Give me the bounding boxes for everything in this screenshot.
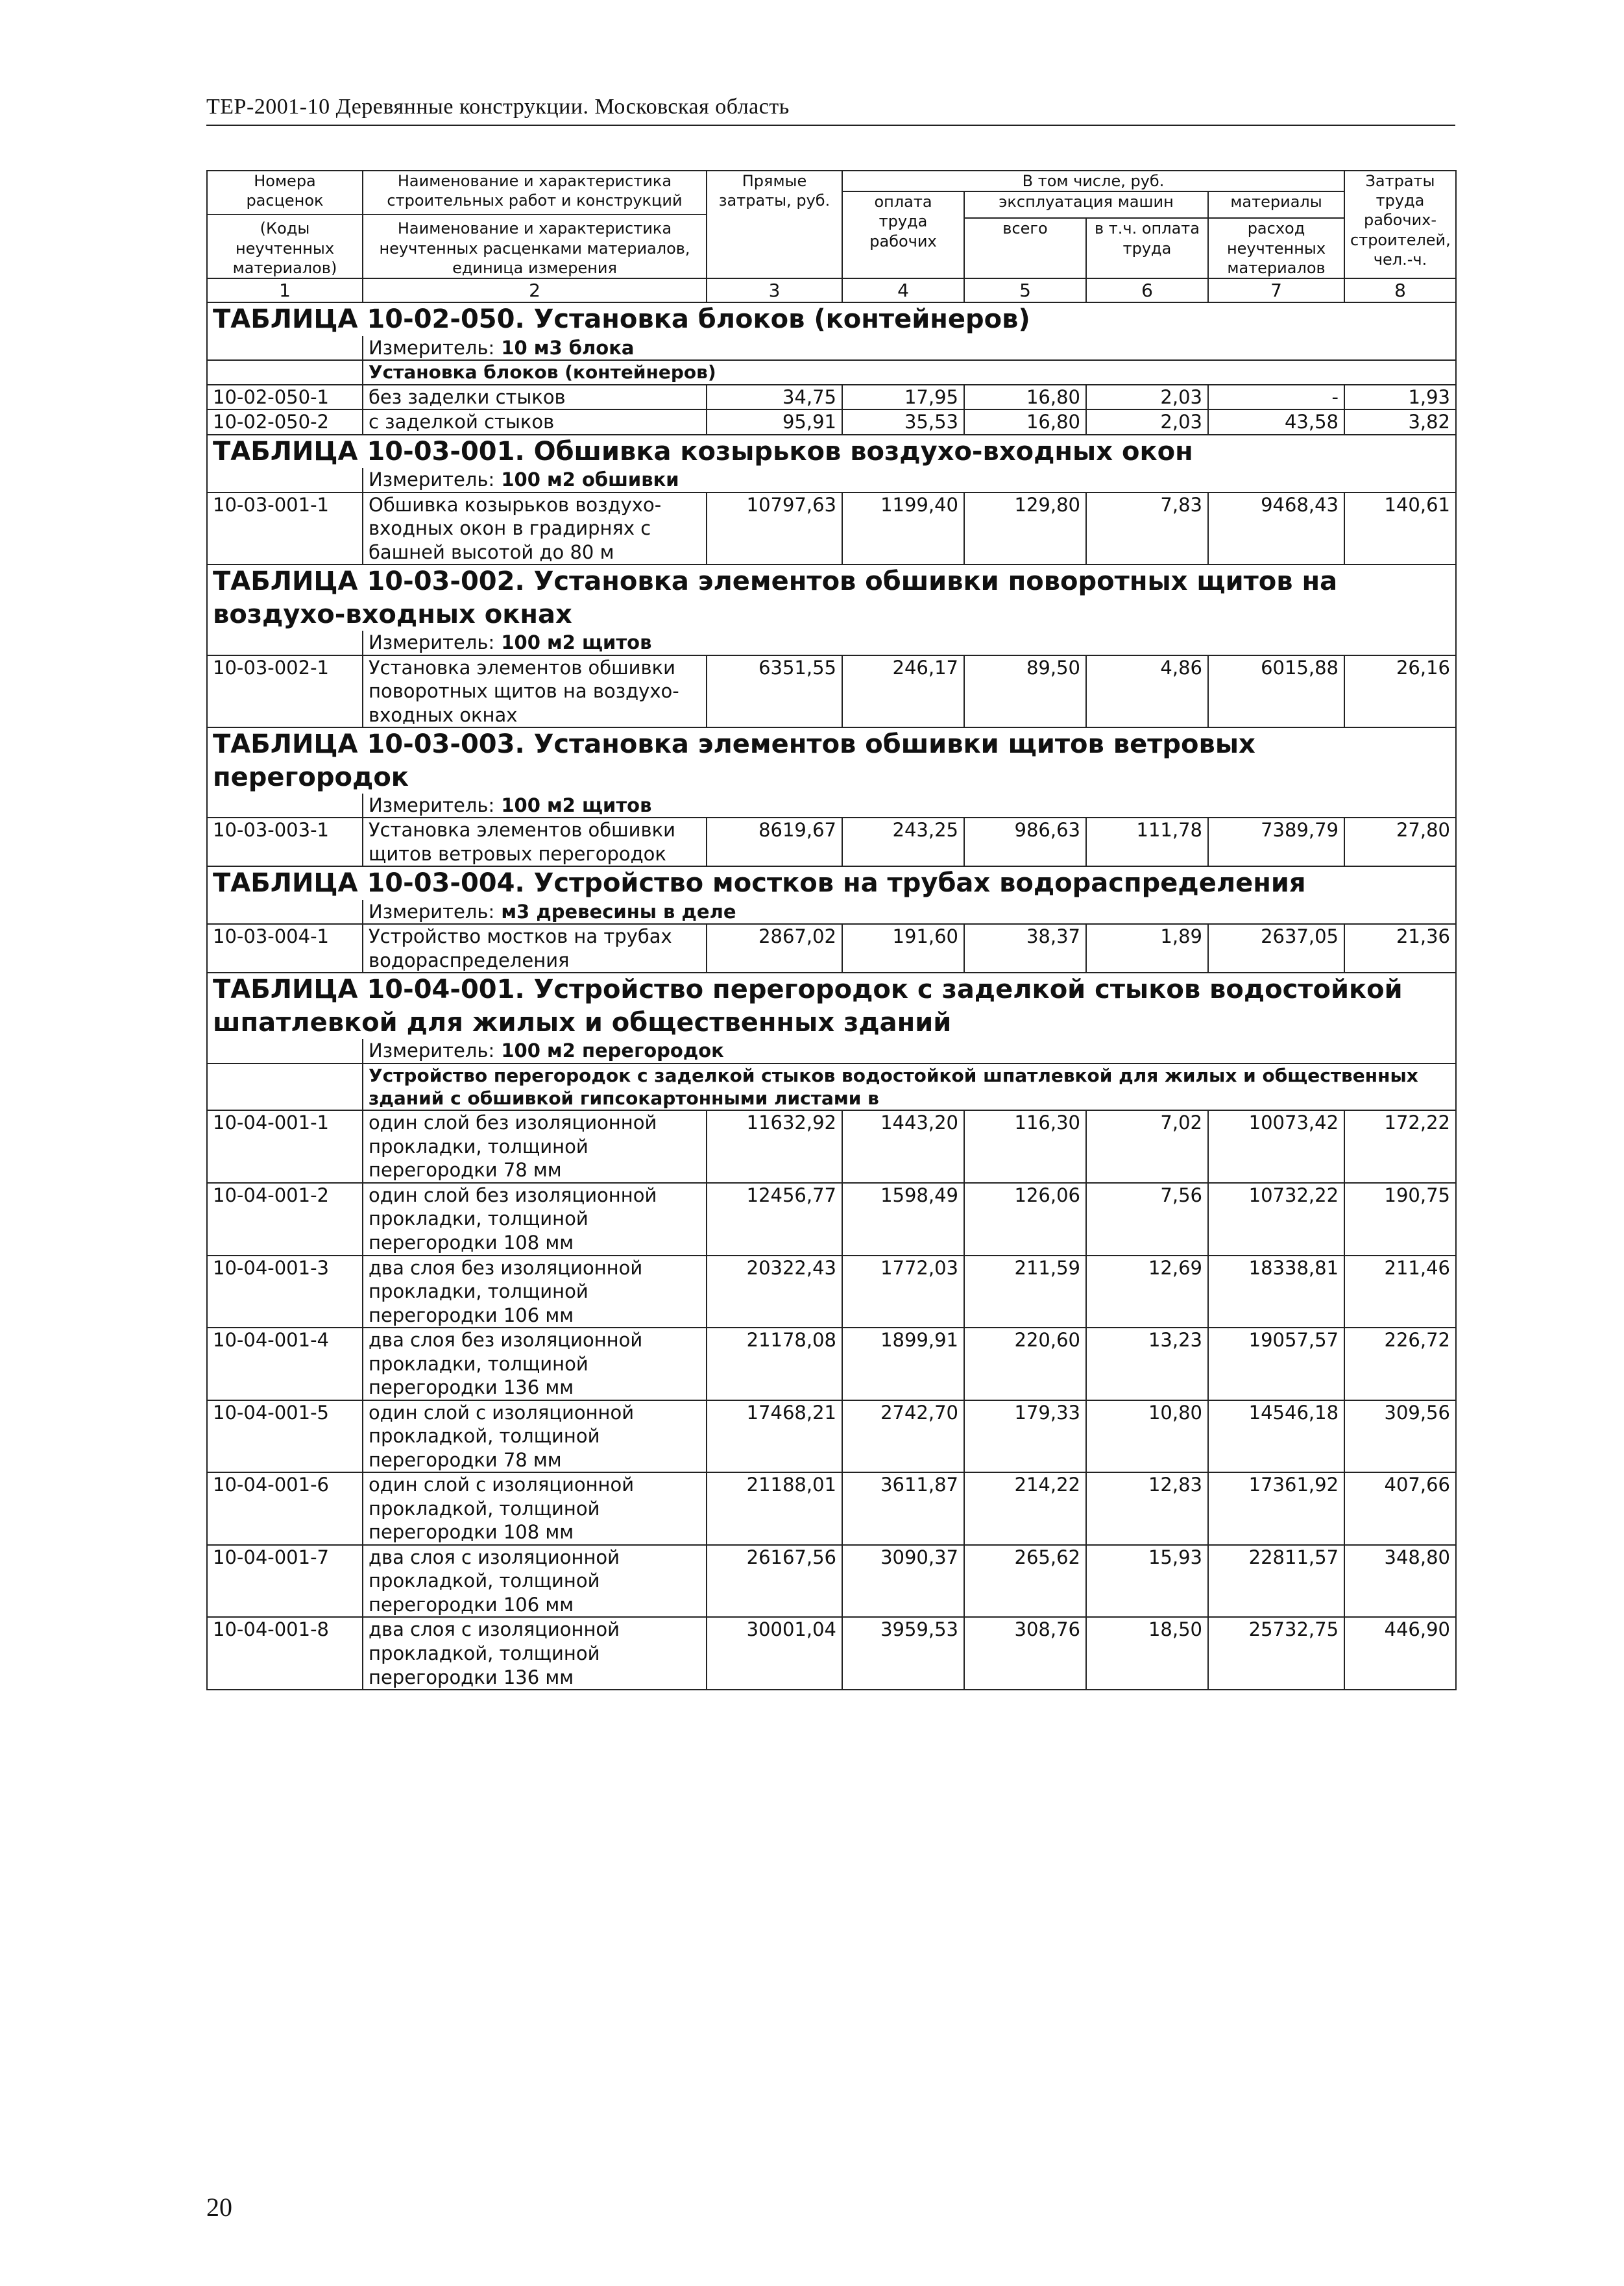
direct-costs: 11632,92 [707, 1110, 842, 1183]
unit-label: Измеритель: [369, 468, 495, 491]
header-name [363, 171, 707, 278]
machines-total: 986,63 [964, 818, 1086, 866]
labor-hours: 407,66 [1344, 1472, 1456, 1545]
unit-value: 100 м2 обшивки [501, 468, 679, 491]
labor-hours: 27,80 [1344, 818, 1456, 866]
table-row [207, 1183, 1456, 1256]
table-row [207, 409, 1456, 435]
page-header: ТЕР-2001-10 Деревянные конструкции. Московская область [206, 95, 1455, 126]
rate-code: 10-04-001-7 [207, 1545, 363, 1618]
machines-labor: 111,78 [1086, 818, 1208, 866]
machines-labor: 7,56 [1086, 1183, 1208, 1256]
materials-use: 10073,42 [1208, 1110, 1344, 1183]
header-materials-use: расход неучтенных материалов [1208, 218, 1344, 278]
direct-costs: 21188,01 [707, 1472, 842, 1545]
table-row [207, 492, 1456, 565]
worker-pay: 1899,91 [842, 1328, 964, 1400]
section-title: ТАБЛИЦА 10-03-004. Устройство мостков на трубах водораспределения [207, 866, 1456, 899]
machines-labor: 12,83 [1086, 1472, 1208, 1545]
section-unit [363, 631, 1456, 655]
unit-label: Измеритель: [369, 1040, 495, 1062]
section-unit-row [207, 1039, 1456, 1064]
unit-label: Измеритель: [369, 336, 495, 359]
machines-total: 38,37 [964, 924, 1086, 973]
materials-use: 6015,88 [1208, 655, 1344, 728]
rate-name: Установка элементов обшивки щитов ветровых перегородок [363, 818, 707, 866]
materials-use: 19057,57 [1208, 1328, 1344, 1400]
header-row-1 [207, 171, 1456, 191]
header-machines: эксплуатация машин [964, 191, 1208, 218]
rate-code: 10-04-001-8 [207, 1617, 363, 1690]
machines-labor: 4,86 [1086, 655, 1208, 728]
unit-spacer [207, 468, 363, 492]
column-number: 2 [363, 278, 707, 302]
section-unit [363, 336, 1456, 361]
machines-total: 16,80 [964, 409, 1086, 435]
header-group: В том числе, руб. [842, 171, 1344, 191]
materials-use: 7389,79 [1208, 818, 1344, 866]
labor-hours: 309,56 [1344, 1400, 1456, 1473]
table-row [207, 924, 1456, 973]
column-number: 6 [1086, 278, 1208, 302]
rate-name: два слоя с изоляционной прокладкой, толщиной перегородки 106 мм [363, 1545, 707, 1618]
direct-costs: 2867,02 [707, 924, 842, 973]
rate-code: 10-04-001-1 [207, 1110, 363, 1183]
header-machines-total: всего [964, 218, 1086, 278]
header-direct-costs: Прямые затраты, руб. [707, 171, 842, 278]
machines-total: 214,22 [964, 1472, 1086, 1545]
section-unit-row [207, 631, 1456, 655]
worker-pay: 3090,37 [842, 1545, 964, 1618]
header-materials: материалы [1208, 191, 1344, 218]
section-title-row [207, 565, 1456, 631]
section-title: ТАБЛИЦА 10-03-003. Установка элементов обшивки щитов ветровых перегородок [207, 727, 1456, 794]
rate-name: один слой без изоляционной прокладки, толщиной перегородки 108 мм [363, 1183, 707, 1256]
machines-total: 265,62 [964, 1545, 1086, 1618]
materials-use: 22811,57 [1208, 1545, 1344, 1618]
rate-code: 10-04-001-5 [207, 1400, 363, 1473]
rate-name: Установка элементов обшивки поворотных щитов на воздухо-входных окнах [363, 655, 707, 728]
header-labor-hours: Затраты труда рабочих-строителей, чел.-ч. [1344, 171, 1456, 278]
rate-name: два слоя без изоляционной прокладки, толщиной перегородки 106 мм [363, 1256, 707, 1328]
labor-hours: 140,61 [1344, 492, 1456, 565]
machines-labor: 2,03 [1086, 409, 1208, 435]
labor-hours: 172,22 [1344, 1110, 1456, 1183]
rate-code: 10-03-003-1 [207, 818, 363, 866]
machines-labor: 7,02 [1086, 1110, 1208, 1183]
column-number: 1 [207, 278, 363, 302]
worker-pay: 1772,03 [842, 1256, 964, 1328]
machines-total: 129,80 [964, 492, 1086, 565]
column-number: 5 [964, 278, 1086, 302]
rates-table-body [207, 171, 1456, 1690]
section-unit-row [207, 794, 1456, 818]
rate-code: 10-02-050-1 [207, 385, 363, 410]
header-codes-top: Номера расценок [246, 172, 324, 210]
direct-costs: 95,91 [707, 409, 842, 435]
machines-total: 89,50 [964, 655, 1086, 728]
materials-use: 43,58 [1208, 409, 1344, 435]
machines-total: 308,76 [964, 1617, 1086, 1690]
unit-value: 100 м2 щитов [501, 631, 652, 653]
machines-labor: 12,69 [1086, 1256, 1208, 1328]
column-number: 4 [842, 278, 964, 302]
machines-labor: 13,23 [1086, 1328, 1208, 1400]
header-codes-bottom: (Коды неучтенных материалов) [208, 214, 362, 278]
unit-value: 100 м2 щитов [501, 794, 652, 816]
section-unit-row [207, 900, 1456, 925]
machines-total: 16,80 [964, 385, 1086, 410]
labor-hours: 190,75 [1344, 1183, 1456, 1256]
table-row [207, 1472, 1456, 1545]
header-worker-pay: оплата труда рабочих [842, 191, 964, 278]
section-title-row [207, 866, 1456, 899]
table-row [207, 1617, 1456, 1690]
table-row [207, 1256, 1456, 1328]
rate-name: без заделки стыков [363, 385, 707, 410]
section-title-row [207, 973, 1456, 1039]
materials-use: 10732,22 [1208, 1183, 1344, 1256]
worker-pay: 1443,20 [842, 1110, 964, 1183]
subheading-spacer [207, 360, 363, 384]
unit-value: м3 древесины в деле [501, 900, 736, 923]
machines-labor: 1,89 [1086, 924, 1208, 973]
worker-pay: 35,53 [842, 409, 964, 435]
machines-total: 211,59 [964, 1256, 1086, 1328]
rate-name: один слой с изоляционной прокладкой, толщиной перегородки 108 мм [363, 1472, 707, 1545]
materials-use: - [1208, 385, 1344, 410]
machines-labor: 18,50 [1086, 1617, 1208, 1690]
rate-code: 10-02-050-2 [207, 409, 363, 435]
unit-spacer [207, 1039, 363, 1064]
machines-total: 220,60 [964, 1328, 1086, 1400]
rate-name: один слой без изоляционной прокладки, толщиной перегородки 78 мм [363, 1110, 707, 1183]
section-subheading: Устройство перегородок с заделкой стыков водостойкой шпатлевкой для жилых и общественных зданий с обшивкой гипсокартонными листами в [363, 1064, 1456, 1111]
rate-code: 10-03-001-1 [207, 492, 363, 565]
section-title-row [207, 727, 1456, 794]
section-unit-row [207, 468, 1456, 492]
column-number: 7 [1208, 278, 1344, 302]
table-row [207, 1400, 1456, 1473]
unit-label: Измеритель: [369, 900, 495, 923]
labor-hours: 446,90 [1344, 1617, 1456, 1690]
materials-use: 2637,05 [1208, 924, 1344, 973]
table-row [207, 1110, 1456, 1183]
rate-name: два слоя с изоляционной прокладкой, толщиной перегородки 136 мм [363, 1617, 707, 1690]
header-codes [207, 171, 363, 278]
direct-costs: 6351,55 [707, 655, 842, 728]
unit-value: 100 м2 перегородок [501, 1040, 724, 1062]
worker-pay: 1199,40 [842, 492, 964, 565]
worker-pay: 3611,87 [842, 1472, 964, 1545]
rate-code: 10-04-001-3 [207, 1256, 363, 1328]
unit-spacer [207, 794, 363, 818]
labor-hours: 26,16 [1344, 655, 1456, 728]
header-name-bottom: Наименование и характеристика неучтенных расценками материалов, единица измерения [363, 214, 706, 278]
labor-hours: 211,46 [1344, 1256, 1456, 1328]
worker-pay: 243,25 [842, 818, 964, 866]
rate-code: 10-04-001-6 [207, 1472, 363, 1545]
header-name-top: Наименование и характеристика строительных работ и конструкций [387, 172, 683, 210]
section-unit [363, 1039, 1456, 1064]
direct-costs: 12456,77 [707, 1183, 842, 1256]
direct-costs: 30001,04 [707, 1617, 842, 1690]
section-subheading-row [207, 1064, 1456, 1111]
direct-costs: 20322,43 [707, 1256, 842, 1328]
machines-labor: 15,93 [1086, 1545, 1208, 1618]
section-title-row [207, 302, 1456, 335]
table-row [207, 1545, 1456, 1618]
materials-use: 25732,75 [1208, 1617, 1344, 1690]
labor-hours: 3,82 [1344, 409, 1456, 435]
column-number: 3 [707, 278, 842, 302]
materials-use: 14546,18 [1208, 1400, 1344, 1473]
worker-pay: 246,17 [842, 655, 964, 728]
page-number: 20 [206, 2193, 232, 2222]
direct-costs: 21178,08 [707, 1328, 842, 1400]
section-unit [363, 468, 1456, 492]
direct-costs: 8619,67 [707, 818, 842, 866]
machines-labor: 7,83 [1086, 492, 1208, 565]
table-row [207, 818, 1456, 866]
machines-total: 126,06 [964, 1183, 1086, 1256]
worker-pay: 3959,53 [842, 1617, 964, 1690]
direct-costs: 17468,21 [707, 1400, 842, 1473]
worker-pay: 1598,49 [842, 1183, 964, 1256]
unit-spacer [207, 900, 363, 925]
section-title: ТАБЛИЦА 10-03-002. Установка элементов обшивки поворотных щитов на воздухо-входных окнах [207, 565, 1456, 631]
direct-costs: 34,75 [707, 385, 842, 410]
section-unit [363, 794, 1456, 818]
section-unit-row [207, 336, 1456, 361]
direct-costs: 26167,56 [707, 1545, 842, 1618]
subheading-spacer [207, 1064, 363, 1111]
worker-pay: 17,95 [842, 385, 964, 410]
labor-hours: 226,72 [1344, 1328, 1456, 1400]
section-title: ТАБЛИЦА 10-03-001. Обшивка козырьков воздухо-входных окон [207, 435, 1456, 468]
machines-labor: 2,03 [1086, 385, 1208, 410]
machines-labor: 10,80 [1086, 1400, 1208, 1473]
unit-spacer [207, 336, 363, 361]
machines-total: 179,33 [964, 1400, 1086, 1473]
labor-hours: 21,36 [1344, 924, 1456, 973]
table-row [207, 1328, 1456, 1400]
section-title-row [207, 435, 1456, 468]
unit-value: 10 м3 блока [501, 336, 635, 359]
column-number: 8 [1344, 278, 1456, 302]
direct-costs: 10797,63 [707, 492, 842, 565]
section-title: ТАБЛИЦА 10-04-001. Устройство перегородок с заделкой стыков водостойкой шпатлевкой для жилых и общественных зданий [207, 973, 1456, 1039]
rate-name: Устройство мостков на трубах водораспределения [363, 924, 707, 973]
worker-pay: 2742,70 [842, 1400, 964, 1473]
column-numbers-row [207, 278, 1456, 302]
unit-spacer [207, 631, 363, 655]
table-row [207, 385, 1456, 410]
unit-label: Измеритель: [369, 794, 495, 816]
materials-use: 17361,92 [1208, 1472, 1344, 1545]
labor-hours: 348,80 [1344, 1545, 1456, 1618]
rate-name: два слоя без изоляционной прокладки, толщиной перегородки 136 мм [363, 1328, 707, 1400]
rate-code: 10-03-004-1 [207, 924, 363, 973]
rates-table [206, 170, 1457, 1690]
unit-label: Измеритель: [369, 631, 495, 653]
section-unit [363, 900, 1456, 925]
rate-name: Обшивка козырьков воздухо-входных окон в градирнях с башней высотой до 80 м [363, 492, 707, 565]
rate-name: с заделкой стыков [363, 409, 707, 435]
table-row [207, 655, 1456, 728]
header-machines-labor: в т.ч. оплата труда [1086, 218, 1208, 278]
machines-total: 116,30 [964, 1110, 1086, 1183]
materials-use: 18338,81 [1208, 1256, 1344, 1328]
section-subheading-row [207, 360, 1456, 384]
section-subheading: Установка блоков (контейнеров) [363, 360, 1456, 384]
rate-code: 10-03-002-1 [207, 655, 363, 728]
labor-hours: 1,93 [1344, 385, 1456, 410]
rate-code: 10-04-001-2 [207, 1183, 363, 1256]
worker-pay: 191,60 [842, 924, 964, 973]
rate-name: один слой с изоляционной прокладкой, толщиной перегородки 78 мм [363, 1400, 707, 1473]
rate-code: 10-04-001-4 [207, 1328, 363, 1400]
section-title: ТАБЛИЦА 10-02-050. Установка блоков (контейнеров) [207, 302, 1456, 335]
materials-use: 9468,43 [1208, 492, 1344, 565]
